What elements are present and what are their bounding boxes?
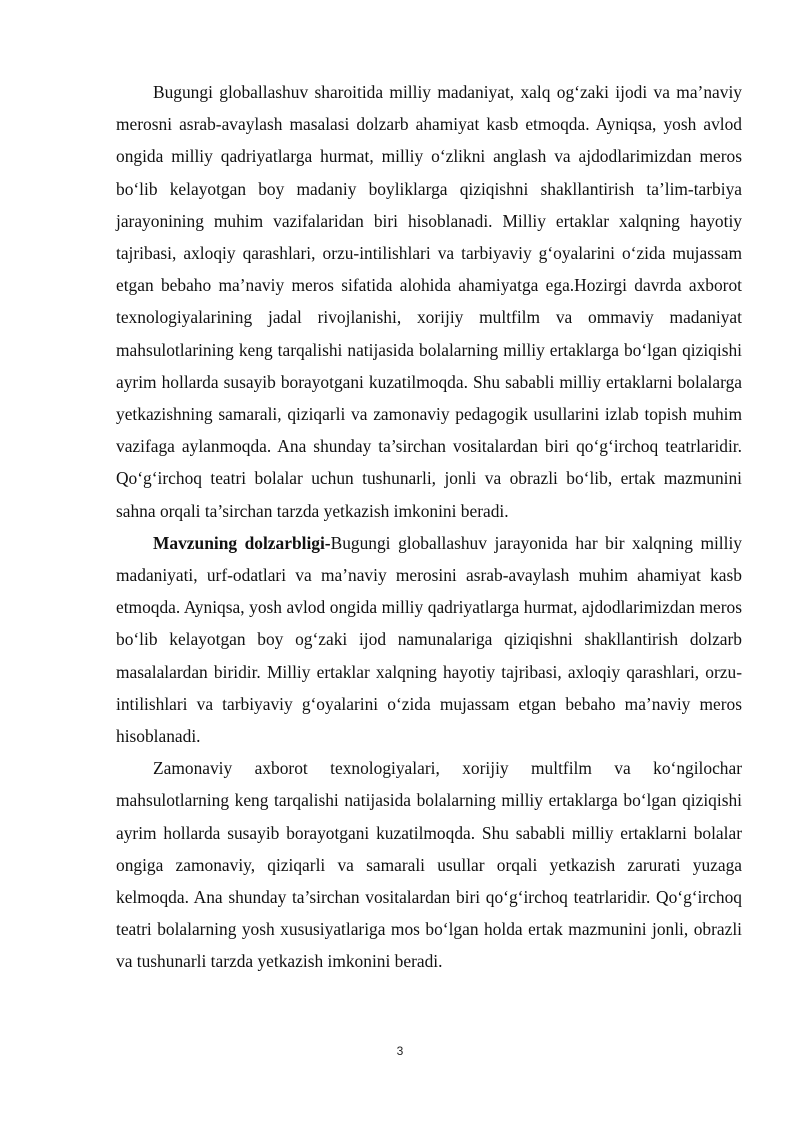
document-body — [116, 76, 742, 978]
paragraph-text: Zamonaviy axborot texnologiyalari, xorijiy multfilm va ko‘ngilochar mahsulotlarning keng tarqalishi natijasida bolalarning milliy ertaklarga bo‘lgan qiziqishi ayrim hollarda susayib borayotgani kuzatilmoqda. Shu sababli milliy ertaklarni bolalar ongiga zamonaviy, qiziqarli va samarali usullar orqali yetkazish zarurati yuzaga kelmoqda. Ana shunday ta’sirchan vositalardan biri qo‘g‘irchoq teatrlaridir. Qo‘g‘irchoq teatri bolalarning yosh xususiyatlariga mos bo‘lgan holda ertak mazmunini jonli, obrazli va tushunarli tarzda yetkazish imkonini beradi. — [116, 758, 742, 972]
paragraph-text: Bugungi globallashuv sharoitida milliy madaniyat, xalq og‘zaki ijodi va ma’naviy merosni asrab-avaylash masalasi dolzarb ahamiyat kasb etmoqda. Ayniqsa, yosh avlod ongida milliy qadriyatlarga hurmat, milliy o‘zlikni anglash va ajdodlarimizdan meros bo‘lib kelayotgan boy madaniy boyliklarga qiziqishni shakllantirish ta’lim-tarbiya jarayonining muhim vazifalaridan biri hisoblanadi. Milliy ertaklar xalqning hayotiy tajribasi, axloqiy qarashlari, orzu-intilishlari va tarbiyaviy g‘oyalarini o‘zida mujassam etgan bebaho ma’naviy meros sifatida alohida ahamiyatga ega.Hozirgi davrda axborot texnologiyalarining jadal rivojlanishi, xorijiy multfilm va ommaviy madaniyat mahsulotlarining keng tarqalishi natijasida bolalarning milliy ertaklarga bo‘lgan qiziqishi ayrim hollarda susayib borayotgani kuzatilmoqda. Shu sababli milliy ertaklarni bolalarga yetkazishning samarali, qiziqarli va zamonaviy pedagogik usullarini izlab topish muhim vazifaga aylanmoqda. Ana shunday ta’sirchan vositalardan biri qo‘g‘irchoq teatrlaridir. Qo‘g‘irchoq teatri bolalar uchun tushunarli, jonli va obrazli bo‘lib, ertak mazmunini sahna orqali ta’sirchan tarzda yetkazish imkonini beradi. — [116, 82, 742, 521]
paragraph-lead-heading: Mavzuning dolzarbligi- — [153, 532, 331, 553]
page-number: 3 — [396, 1044, 404, 1058]
paragraph-relevance — [116, 527, 742, 752]
paragraph-text: Bugungi globallashuv jarayonida har bir xalqning milliy madaniyati, urf-odatlari va ma’naviy merosini asrab-avaylash muhim ahamiyat kasb etmoqda. Ayniqsa, yosh avlod ongida milliy qadriyatlarga hurmat, ajdodlarimizdan meros bo‘lib kelayotgan boy og‘zaki ijod namunalariga qiziqishni shakllantirish dolzarb masalalardan biridir. Milliy ertaklar xalqning hayotiy tajribasi, axloqiy qarashlari, orzu-intilishlari va tarbiyaviy g‘oyalarini o‘zida mujassam etgan bebaho ma’naviy meros hisoblanadi. — [116, 532, 742, 747]
paragraph-modern-technology — [116, 752, 742, 977]
paragraph-introduction — [116, 76, 742, 527]
